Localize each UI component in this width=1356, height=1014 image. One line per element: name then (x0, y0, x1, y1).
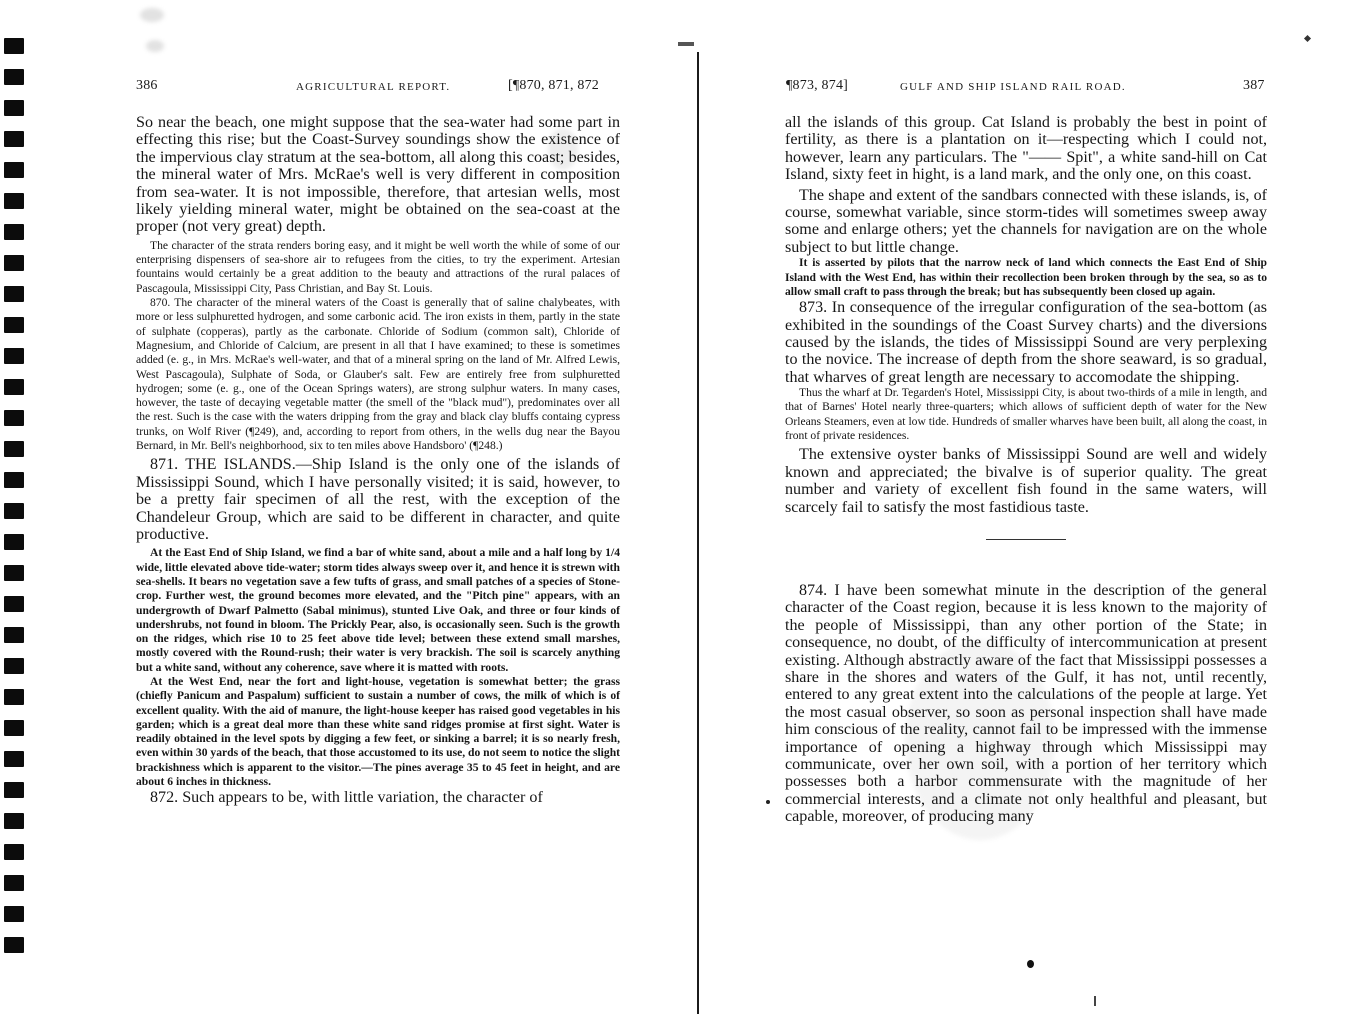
running-title: GULF AND SHIP ISLAND RAIL ROAD. (900, 81, 1126, 93)
section-range: ¶873, 874] (786, 78, 849, 93)
page-number: 386 (136, 78, 158, 93)
paragraph: So near the beach, one might suppose that the sea-water had some part in effecting this rise; but the Coast-Survey soundings show the existence of the impervious clay stratum at the sea-bottom, all along this coast; besides, the mineral water of Mrs. McRae's well is very different in composition from sea-water. It is not impossible, therefore, that artesian wells, most likely yielding mineral water, might be obtained on the sea-coast at the proper (not very great) depth. (136, 114, 620, 236)
paragraph: 873. In consequence of the irregular configuration of the sea-bottom (as exhibited in the soundings of the Coast Survey charts) and the diversions caused by the islands, the tides of Mississippi Sound are very perplexing to the novice. The increase of depth from the shore seaward, is so gradual, that wharves of great length are necessary to accomodate the shipping. (785, 299, 1267, 386)
paragraph: Thus the wharf at Dr. Tegarden's Hotel, Mississippi City, is about two-thirds of a mile in length, and that of Barnes' Hotel nearly three-quarters; which allows of sufficient depth of water for the New Orleans Steamers, even at low tide. Hundreds of smaller wharves have been built, all along the coast, in front of private residences. (785, 386, 1267, 443)
section-divider (986, 539, 1066, 540)
paragraph: 871. THE ISLANDS.—Ship Island is the only one of the islands of Mississippi Sound, which I have personally visited; it is said, however, to be a pretty fair specimen of all the rest, with the exception of the Chandeleur Group, which are said to be different in character, and quite productive. (136, 456, 620, 543)
section-range: [¶870, 871, 872 (508, 78, 600, 93)
right-text-column (785, 114, 1267, 826)
paragraph: The shape and extent of the sandbars connected with these islands, is, of course, somewhat variable, since storm-tides will sometimes sweep away some and enlarge others; yet the channels for navigation are on the whole subject to but little change. (785, 186, 1267, 256)
running-title: AGRICULTURAL REPORT. (296, 81, 451, 93)
paragraph: The extensive oyster banks of Mississippi Sound are well and widely known and appreciated; the bivalve is of superior quality. The great number and variety of excellent fish found in the same waters, will scarcely fail to satisfy the most fastidious taste. (785, 446, 1267, 516)
paragraph: 872. Such appears to be, with little variation, the character of (150, 789, 543, 807)
paragraph: At the East End of Ship Island, we find a bar of white sand, about a mile and a half long by 1/4 wide, little elevated above tide-water; storm tides always sweep over it, and hence it is strewn with sea-shells. It bears no vegetation save a few tufts of grass, and small patches of a species of Stone-crop. Further west, the ground becomes more elevated, and the "Pitch pine" appears, with an undergrowth of Dwarf Palmetto (Sabal minimus), stunted Live Oak, and three or four kinds of undershrubs, not found in bloom. The Prickly Pear, also, is occasionally seen. Such is the growth on the ridges, which rise 10 to 25 feet above tide level; between these extend small marshes, mostly covered with the Round-rush; their water is very brackish. The soil is scarcely anything but a white sand, without any coherence, save where it is matted with roots. (136, 546, 620, 674)
paragraph: 870. The character of the mineral waters of the Coast is generally that of saline chalybeates, with more or less sulphuretted hydrogen, and some carbonic acid. The iron exists in them, partly in the state of sulphate (copperas), partly as the carbonate. Chloride of Sodium (common salt), Chloride of Magnesium, and Chloride of Calcium, are present in all that I have examined; to these is sometimes added (e. g., in Mrs. McRae's well-water, and that of a mineral spring on the land of Mr. Alfred Lewis, West Pascagoula), Sulphate of Soda, or Glauber's salt. Few are entirely free from sulphuretted hydrogen; some (e. g., one of the Ocean Springs waters), are strong sulphur waters. In many cases, however, the taste of decaying vegetable matter (the smell of the "black mud"), predominates over all the rest. Such is the case with the waters dripping from the gray and black clay bluffs containg cypress trunks, on Wolf River (¶249), and, according to report from others, in the wells dug near the Bayou Bernard, in Mr. Bell's neighborhood, six to ten miles above Handsboro' (¶248.) (136, 296, 620, 452)
paragraph: all the islands of this group. Cat Island is probably the best in point of fertility, as there is a plantation on it—respecting which I could not, however, learn any particulars. The "—— Spit", a white sand-hill on Cat Island, sixty feet in hight, is a land mark, and the only one, on this coast. (785, 114, 1267, 184)
paragraph: It is asserted by pilots that the narrow neck of land which connects the East End of Ship Island with the West End, has within their recollection been broken through by the sea, so as to allow small craft to pass through the break; but has subsequently been closed up again. (785, 256, 1267, 298)
paragraph: The character of the strata renders boring easy, and it might be well worth the while of some of our enterprising dispensers of sea-shore air to refugees from the cities, to try the experiment. Artesian fountains would certainly be a great addition to the beauty and attractions of the rural palaces of Pascagoula, Mississippi City, Pass Christian, and Bay St. Louis. (136, 238, 620, 295)
page-number: 387 (1243, 78, 1265, 93)
left-page (0, 0, 680, 1010)
paragraph: 874. I have been somewhat minute in the description of the general character of the Coast region, because it is less known to the majority of the people of Mississippi, than any other portion of the State; in consequence, no doubt, of the difficulty of intercommunication at present existing. Although abstractly aware of the fact that Mississippi possesses a share in the shores and waters of the Gulf, it has not, until recently, entered to any great extent into the calculations of the people at large. Yet the most casual observer, so soon as personal inspection shall have made him conscious of the reality, cannot fail to be impressed with the immense importance of opening a highway through which Mississippi may communicate, over her own soil, with a portion of her territory which possesses both a harbor commensurate with the magnitude of her commercial interests, and a climate not only healthful and pleasant, but capable, moreover, of producing many (785, 581, 1267, 826)
paragraph: At the West End, near the fort and light-house, vegetation is somewhat better; the grass (chiefly Panicum and Paspalum) sufficient to sustain a number of cows, the milk of which is of excellent quality. With the aid of manure, the light-house keeper has raised good vegetables in his garden; which is a great deal more than these white sand ridges promise at first sight. Water is readily obtained in the level spots by digging a few feet, or sinking a barrel; it is so nearly fresh, even within 30 yards of the beach, that those accustomed to its use, do not seem to notice the slight brackishness which is apparent to the visitor.—The pines average 35 to 45 feet in height, and are about 6 inches in thickness. (136, 675, 621, 789)
left-text-column (136, 114, 620, 807)
